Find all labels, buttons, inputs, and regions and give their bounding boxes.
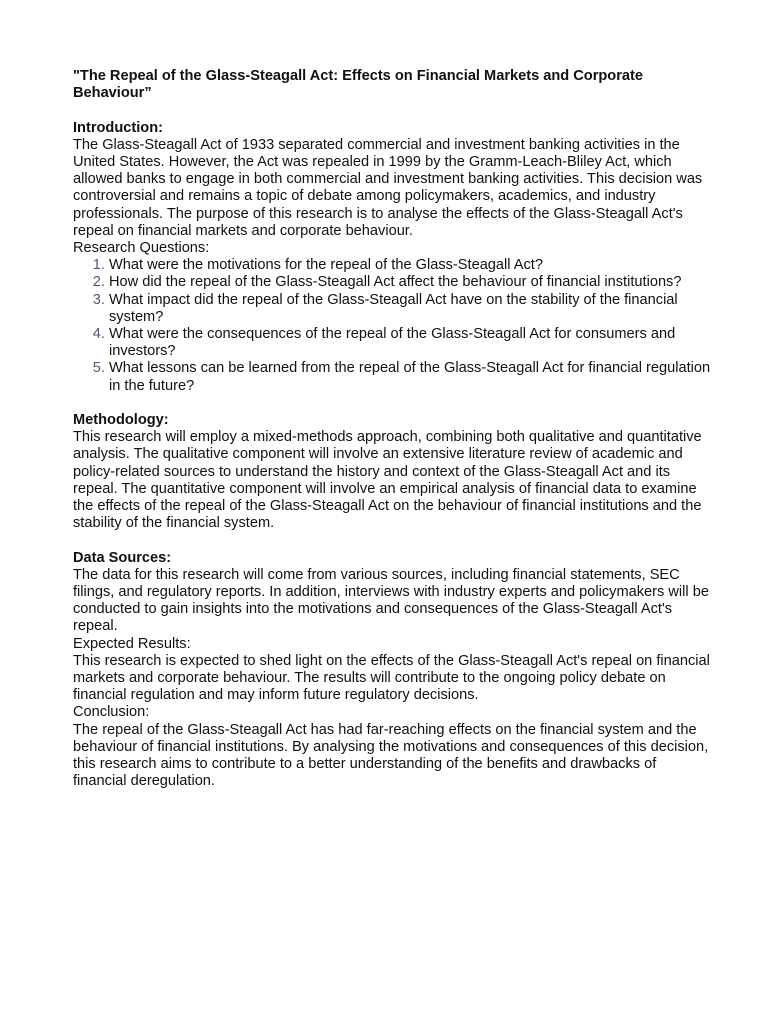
- research-question-item: 1. What were the motivations for the repeal of the Glass-Steagall Act?: [109, 257, 713, 274]
- spacer: [73, 102, 713, 119]
- conclusion-body: The repeal of the Glass-Steagall Act has had far-reaching effects on the financial system and the behaviour of financial institutions. By analysing the motivations and consequences of this decision, this research aims to contribute to a better understanding of the benefits and drawbacks of financial deregulation.: [73, 721, 709, 790]
- introduction-body: The Glass-Steagall Act of 1933 separated commercial and investment banking activities in the United States. However, the Act was repealed in 1999 by the Gramm-Leach-Bliley Act, which allowed banks to engage in both commercial and investment banking activities. This decision was controversial and remains a topic of debate among policymakers, academics, and industry professionals. The purpose of this research is to analyse the effects of the Glass-Steagall Act's repeal on financial markets and corporate behaviour.: [73, 136, 703, 239]
- methodology-heading: Methodology:: [73, 412, 169, 429]
- expected-results-body: This research is expected to shed light on the effects of the Glass-Steagall Act's repeal on financial markets and corporate behaviour. The results will contribute to the ongoing policy debate on financial regulation and may inform future regulatory decisions.: [73, 652, 710, 704]
- data-sources-heading: Data Sources:: [73, 549, 172, 566]
- document-title: "The Repeal of the Glass-Steagall Act: Effects on Financial Markets and Corporate Behaviour”: [73, 68, 643, 102]
- expected-results-heading: Expected Results:: [73, 635, 191, 652]
- spacer: [73, 395, 713, 412]
- data-sources-body: The data for this research will come from various sources, including financial statements, SEC filings, and regulatory reports. In addition, interviews with industry experts and policymakers will be conducted to gain insights into the motivations and consequences of the Glass-Steagall Act's repeal.: [73, 566, 709, 635]
- spacer: [73, 532, 713, 549]
- methodology-body: This research will employ a mixed-methods approach, combining both qualitative and quantitative analysis. The qualitative component will involve an extensive literature review of academic and policy-related sources to understand the history and context of the Glass-Steagall Act and its repeal. The quantitative component will involve an empirical analysis of financial data to examine the effects of the repeal of the Glass-Steagall Act on the behaviour of financial institutions and the stability of the financial system.: [73, 429, 702, 532]
- research-question-item: 5. What lessons can be learned from the repeal of the Glass-Steagall Act for financial regulation in the future?: [109, 360, 713, 394]
- introduction-heading: Introduction:: [73, 119, 163, 136]
- research-question-item: 3. What impact did the repeal of the Glass-Steagall Act have on the stability of the financial system?: [109, 292, 713, 326]
- research-question-item: 4. What were the consequences of the repeal of the Glass-Steagall Act for consumers and investors?: [109, 326, 713, 360]
- research-questions-heading: Research Questions:: [73, 240, 210, 257]
- conclusion-heading: Conclusion:: [73, 704, 150, 721]
- document-page: [73, 68, 713, 790]
- research-question-item: 2. How did the repeal of the Glass-Steagall Act affect the behaviour of financial institutions?: [109, 274, 713, 291]
- research-questions-list: [73, 257, 713, 395]
